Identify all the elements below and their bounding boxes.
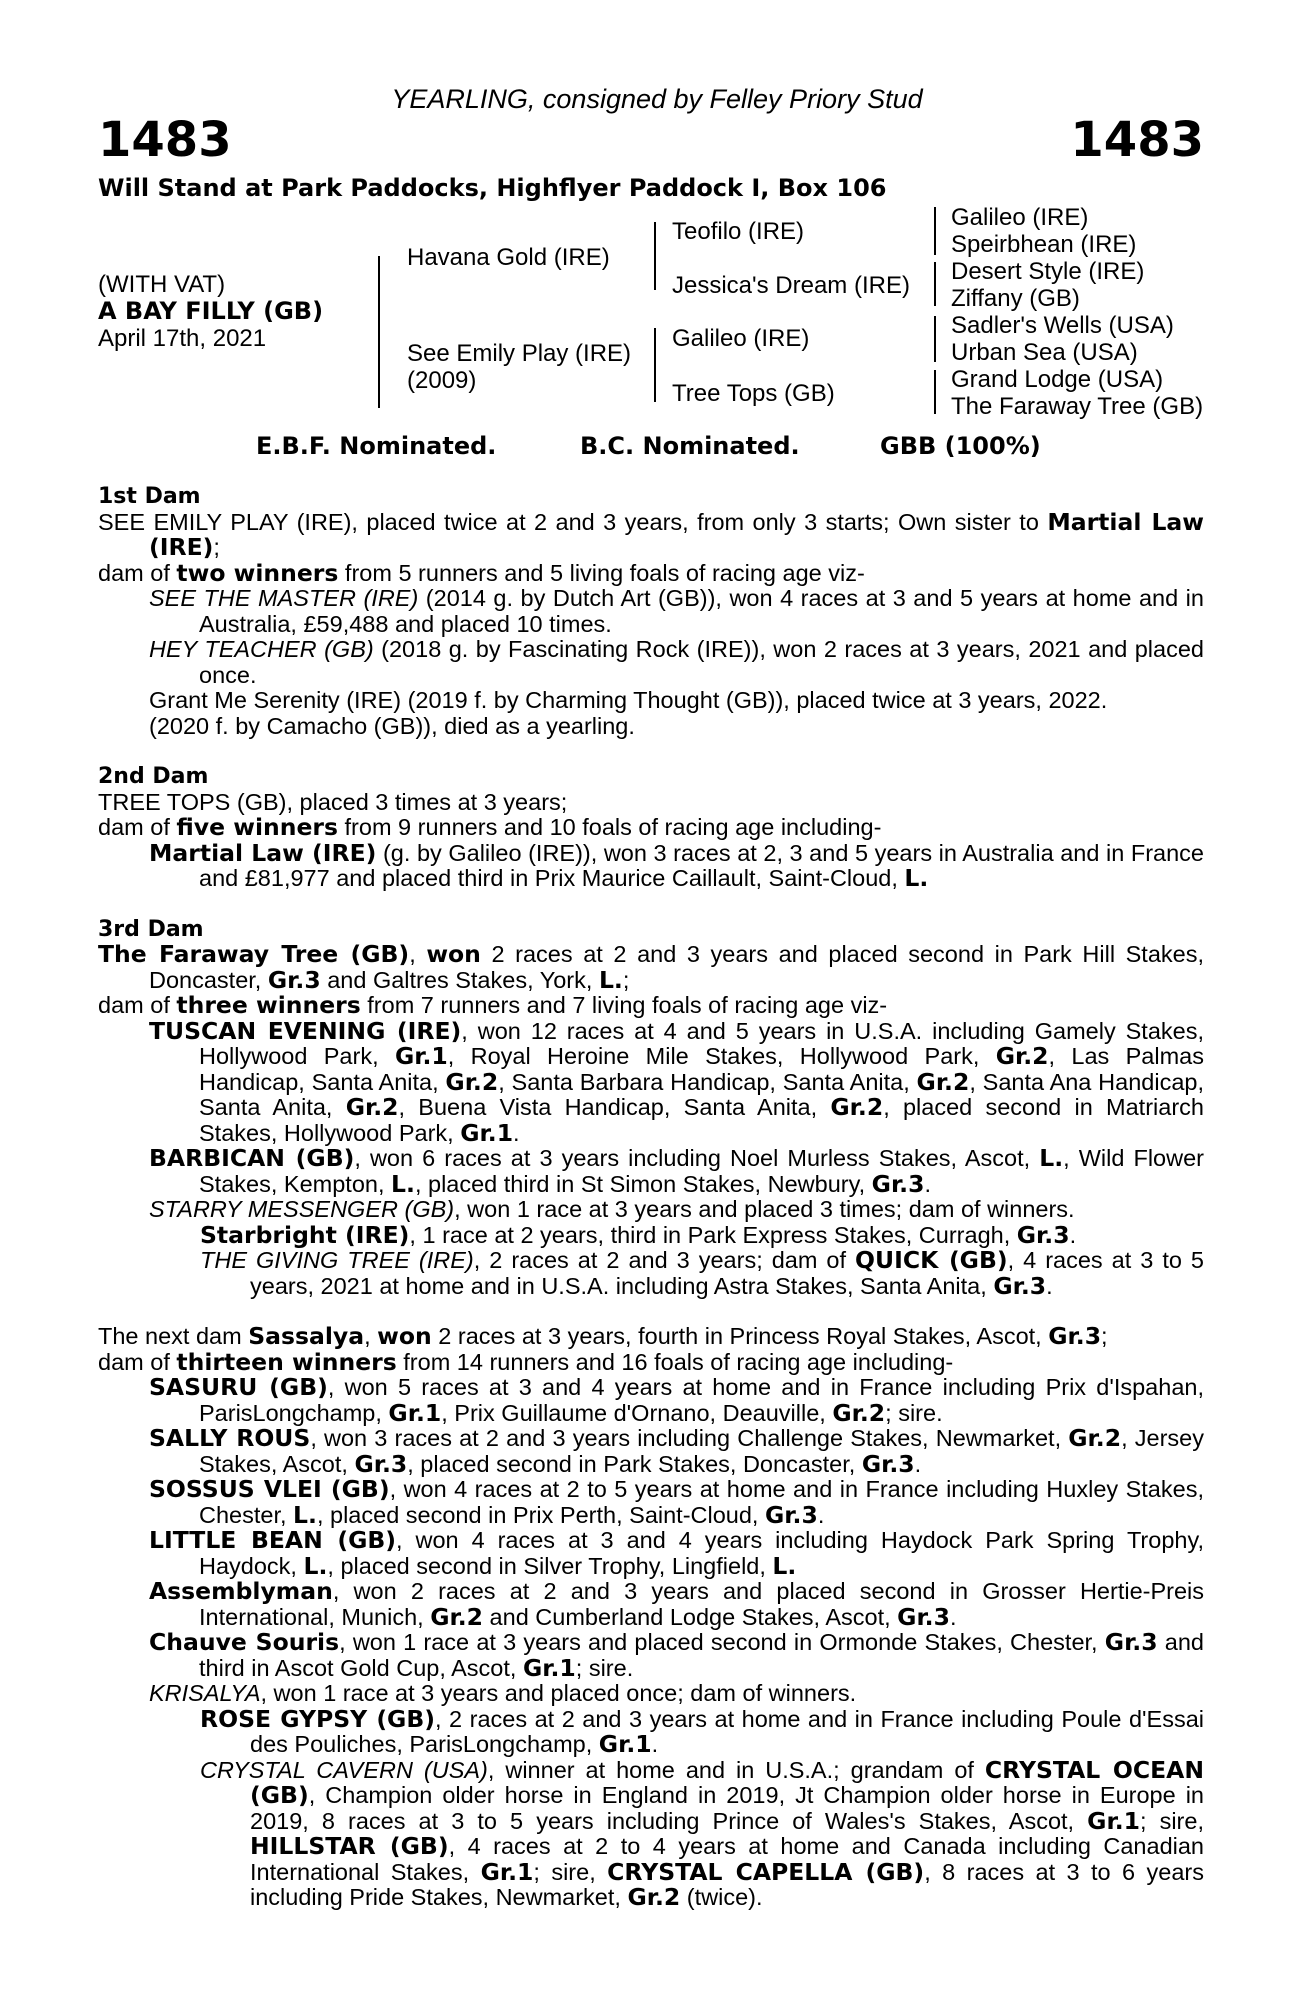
stabling-location: Will Stand at Park Paddocks, Highflyer Paddock I, Box 106: [98, 174, 887, 202]
pedigree-dss: Sadler's Wells (USA): [951, 312, 1174, 339]
pedigree-ddd: The Faraway Tree (GB): [951, 393, 1204, 420]
first-dam-produce-item: SEE THE MASTER (IRE) (2014 g. by Dutch Art (GB)), won 4 races at 3 and 5 years at home and in Australia, £59,488 and placed 10 times.: [149, 585, 1204, 637]
third-dam-produce-intro: dam of three winners from 7 runners and 7 living foals of racing age viz-: [98, 991, 888, 1019]
brace-dd: [934, 370, 936, 414]
brace-dam: [654, 328, 656, 402]
date-of-birth: April 17th, 2021: [98, 325, 267, 352]
brace-sd: [934, 262, 936, 306]
first-dam-heading: 1st Dam: [98, 484, 201, 509]
second-dam-heading: 2nd Dam: [98, 764, 209, 789]
next-dam-produce-intro: dam of thirteen winners from 14 runners and 16 foals of racing age including-: [98, 1347, 954, 1376]
lot-number-left: 1483: [98, 112, 232, 168]
pedigree-sire-dam: Jessica's Dream (IRE): [672, 272, 910, 299]
brace-sire: [654, 222, 656, 290]
pedigree-sire: Havana Gold (IRE): [407, 244, 610, 271]
catalogue-body: [98, 484, 1204, 1911]
pedigree-dam: See Emily Play (IRE): [407, 340, 632, 367]
second-dam-produce-item: Martial Law (IRE) (g. by Galileo (IRE)), won 3 races at 2, 3 and 5 years in Australia and in France and £81,977 and placed third in Prix Maurice Caillault, Saint-Cloud, L.: [149, 838, 1204, 892]
next-dam-produce-item: SOSSUS VLEI (GB), won 4 races at 2 to 5 years at home and in France including Huxley Stakes, Chester, L., placed second in Prix Perth, Saint-Cloud, Gr.3.: [149, 1475, 1204, 1529]
next-dam-produce-item: SALLY ROUS, won 3 races at 2 and 3 years including Challenge Stakes, Newmarket, Gr.2, Jersey Stakes, Ascot, Gr.3, placed second in Park Stakes, Doncaster, Gr.3.: [149, 1424, 1204, 1478]
first-dam-produce-item: (2020 f. by Camacho (GB)), died as a yearling.: [149, 712, 635, 739]
vat-note: (WITH VAT): [98, 271, 226, 298]
third-dam-summary: The Faraway Tree (GB), won 2 races at 2 and 3 years and placed second in Park Hill Stakes, Doncaster, Gr.3 and Galtres Stakes, York, L.;: [98, 940, 1204, 994]
brace-subject: [378, 256, 380, 408]
first-dam-produce-item: Grant Me Serenity (IRE) (2019 f. by Charming Thought (GB)), placed twice at 3 years, 2022.: [149, 687, 1108, 713]
third-dam-heading: 3rd Dam: [98, 916, 204, 942]
second-dam-summary: TREE TOPS (GB), placed 3 times at 3 years;: [98, 788, 568, 815]
next-dam-produce-item: Chauve Souris, won 1 race at 3 years and placed second in Ormonde Stakes, Chester, Gr.3 and third in Ascot Gold Cup, Ascot, Gr.1; sire.: [149, 1628, 1204, 1682]
pedigree-sire-sire: Teofilo (IRE): [672, 218, 805, 245]
third-dam-grandproduce-item: Starbright (IRE), 1 race at 2 years, third in Park Express Stakes, Curragh, Gr.3.: [200, 1220, 1077, 1249]
ebf-nomination: E.B.F. Nominated.: [256, 432, 497, 460]
second-dam-produce-intro: dam of five winners from 9 runners and 10 foals of racing age including-: [98, 813, 882, 841]
third-dam-produce-item: BARBICAN (GB), won 6 races at 3 years including Noel Murless Stakes, Ascot, L., Wild Flower Stakes, Kempton, L., placed third in St Simon Stakes, Newbury, Gr.3.: [149, 1144, 1204, 1198]
next-dam-produce-item: KRISALYA, won 1 race at 3 years and placed once; dam of winners.: [149, 1680, 857, 1706]
first-dam-summary: SEE EMILY PLAY (IRE), placed twice at 2 and 3 years, from only 3 starts; Own sister to Martial Law (IRE);: [98, 507, 1205, 561]
pedigree-sdd: Ziffany (GB): [951, 285, 1080, 312]
pedigree-sds: Desert Style (IRE): [951, 258, 1145, 285]
next-dam-grandproduce-item: ROSE GYPSY (GB), 2 races at 2 and 3 years at home and in France including Poule d'Essai des Pouliches, ParisLongchamp, Gr.1.: [200, 1704, 1204, 1758]
pedigree-dam-year: (2009): [407, 367, 477, 394]
first-dam-produce-intro: dam of two winners from 5 runners and 5 living foals of racing age viz-: [98, 558, 865, 587]
pedigree-dam-dam: Tree Tops (GB): [672, 380, 835, 407]
third-dam-produce-item: TUSCAN EVENING (IRE), won 12 races at 4 and 5 years in U.S.A. including Gamely Stakes, Hollywood Park, Gr.1, Royal Heroine Mile Stakes, Hollywood Park, Gr.2, Las Palmas Handicap, Santa Anita, Gr.2, Santa Barbara Handicap, Santa Anita, Gr.2, Santa Ana Handicap, Santa Anita, Gr.2, Buena Vista Handicap, Santa Anita, Gr.2, placed second in Matriarch Stakes, Hollywood Park, Gr.1.: [149, 1016, 1204, 1147]
next-dam-produce-item: LITTLE BEAN (GB), won 4 races at 3 and 4 years including Haydock Park Spring Trophy, Haydock, L., placed second in Silver Trophy, Lingfield, L.: [149, 1526, 1204, 1580]
third-dam-grandproduce-item: THE GIVING TREE (IRE), 2 races at 2 and 3 years; dam of QUICK (GB), 4 races at 3 to 5 years, 2021 at home and in U.S.A. including Astra Stakes, Santa Anita, Gr.3.: [200, 1246, 1204, 1300]
pedigree-dds: Grand Lodge (USA): [951, 366, 1164, 393]
pedigree-dsd: Urban Sea (USA): [951, 339, 1138, 366]
third-dam-produce-item: STARRY MESSENGER (GB), won 1 race at 3 years and placed 3 times; dam of winners.: [149, 1196, 1075, 1222]
lot-number-right: 1483: [1070, 112, 1204, 168]
horse-name: A BAY FILLY (GB): [98, 297, 324, 325]
next-dam-produce-item: SASURU (GB), won 5 races at 3 and 4 years at home and in France including Prix d'Ispahan, ParisLongchamp, Gr.1, Prix Guillaume d'Ornano, Deauville, Gr.2; sire.: [149, 1373, 1204, 1427]
pedigree-ssd: Speirbhean (IRE): [951, 231, 1137, 258]
bc-nomination: B.C. Nominated.: [580, 432, 800, 460]
brace-ds: [934, 316, 936, 362]
gbb-rating: GBB (100%): [880, 432, 1041, 460]
brace-ss: [934, 207, 936, 255]
catalogue-subtitle: YEARLING, consigned by Felley Priory Stud: [391, 84, 923, 114]
pedigree-sss: Galileo (IRE): [951, 204, 1089, 231]
next-dam-grandproduce-item: CRYSTAL CAVERN (USA), winner at home and in U.S.A.; grandam of CRYSTAL OCEAN (GB), Champion older horse in England in 2019, Jt Champion older horse in Europe in 2019, 8 races at 3 to 5 years including Prince of Wales's Stakes, Ascot, Gr.1; sire, HILLSTAR (GB), 4 races at 2 to 4 years at home and Canada including Canadian International Stakes, Gr.1; sire, CRYSTAL CAPELLA (GB), 8 races at 3 to 6 years including Pride Stakes, Newmarket, Gr.2 (twice).: [200, 1755, 1204, 1911]
next-dam-produce-item: Assemblyman, won 2 races at 2 and 3 years and placed second in Grosser Hertie-Preis International, Munich, Gr.2 and Cumberland Lodge Stakes, Ascot, Gr.3.: [149, 1577, 1204, 1631]
pedigree-dam-sire: Galileo (IRE): [672, 325, 810, 352]
first-dam-produce-item: HEY TEACHER (GB) (2018 g. by Fascinating Rock (IRE)), won 2 races at 3 years, 2021 and placed once.: [149, 636, 1204, 688]
next-dam-summary: The next dam Sassalya, won 2 races at 3 years, fourth in Princess Royal Stakes, Ascot, Gr.3;: [98, 1322, 1108, 1350]
